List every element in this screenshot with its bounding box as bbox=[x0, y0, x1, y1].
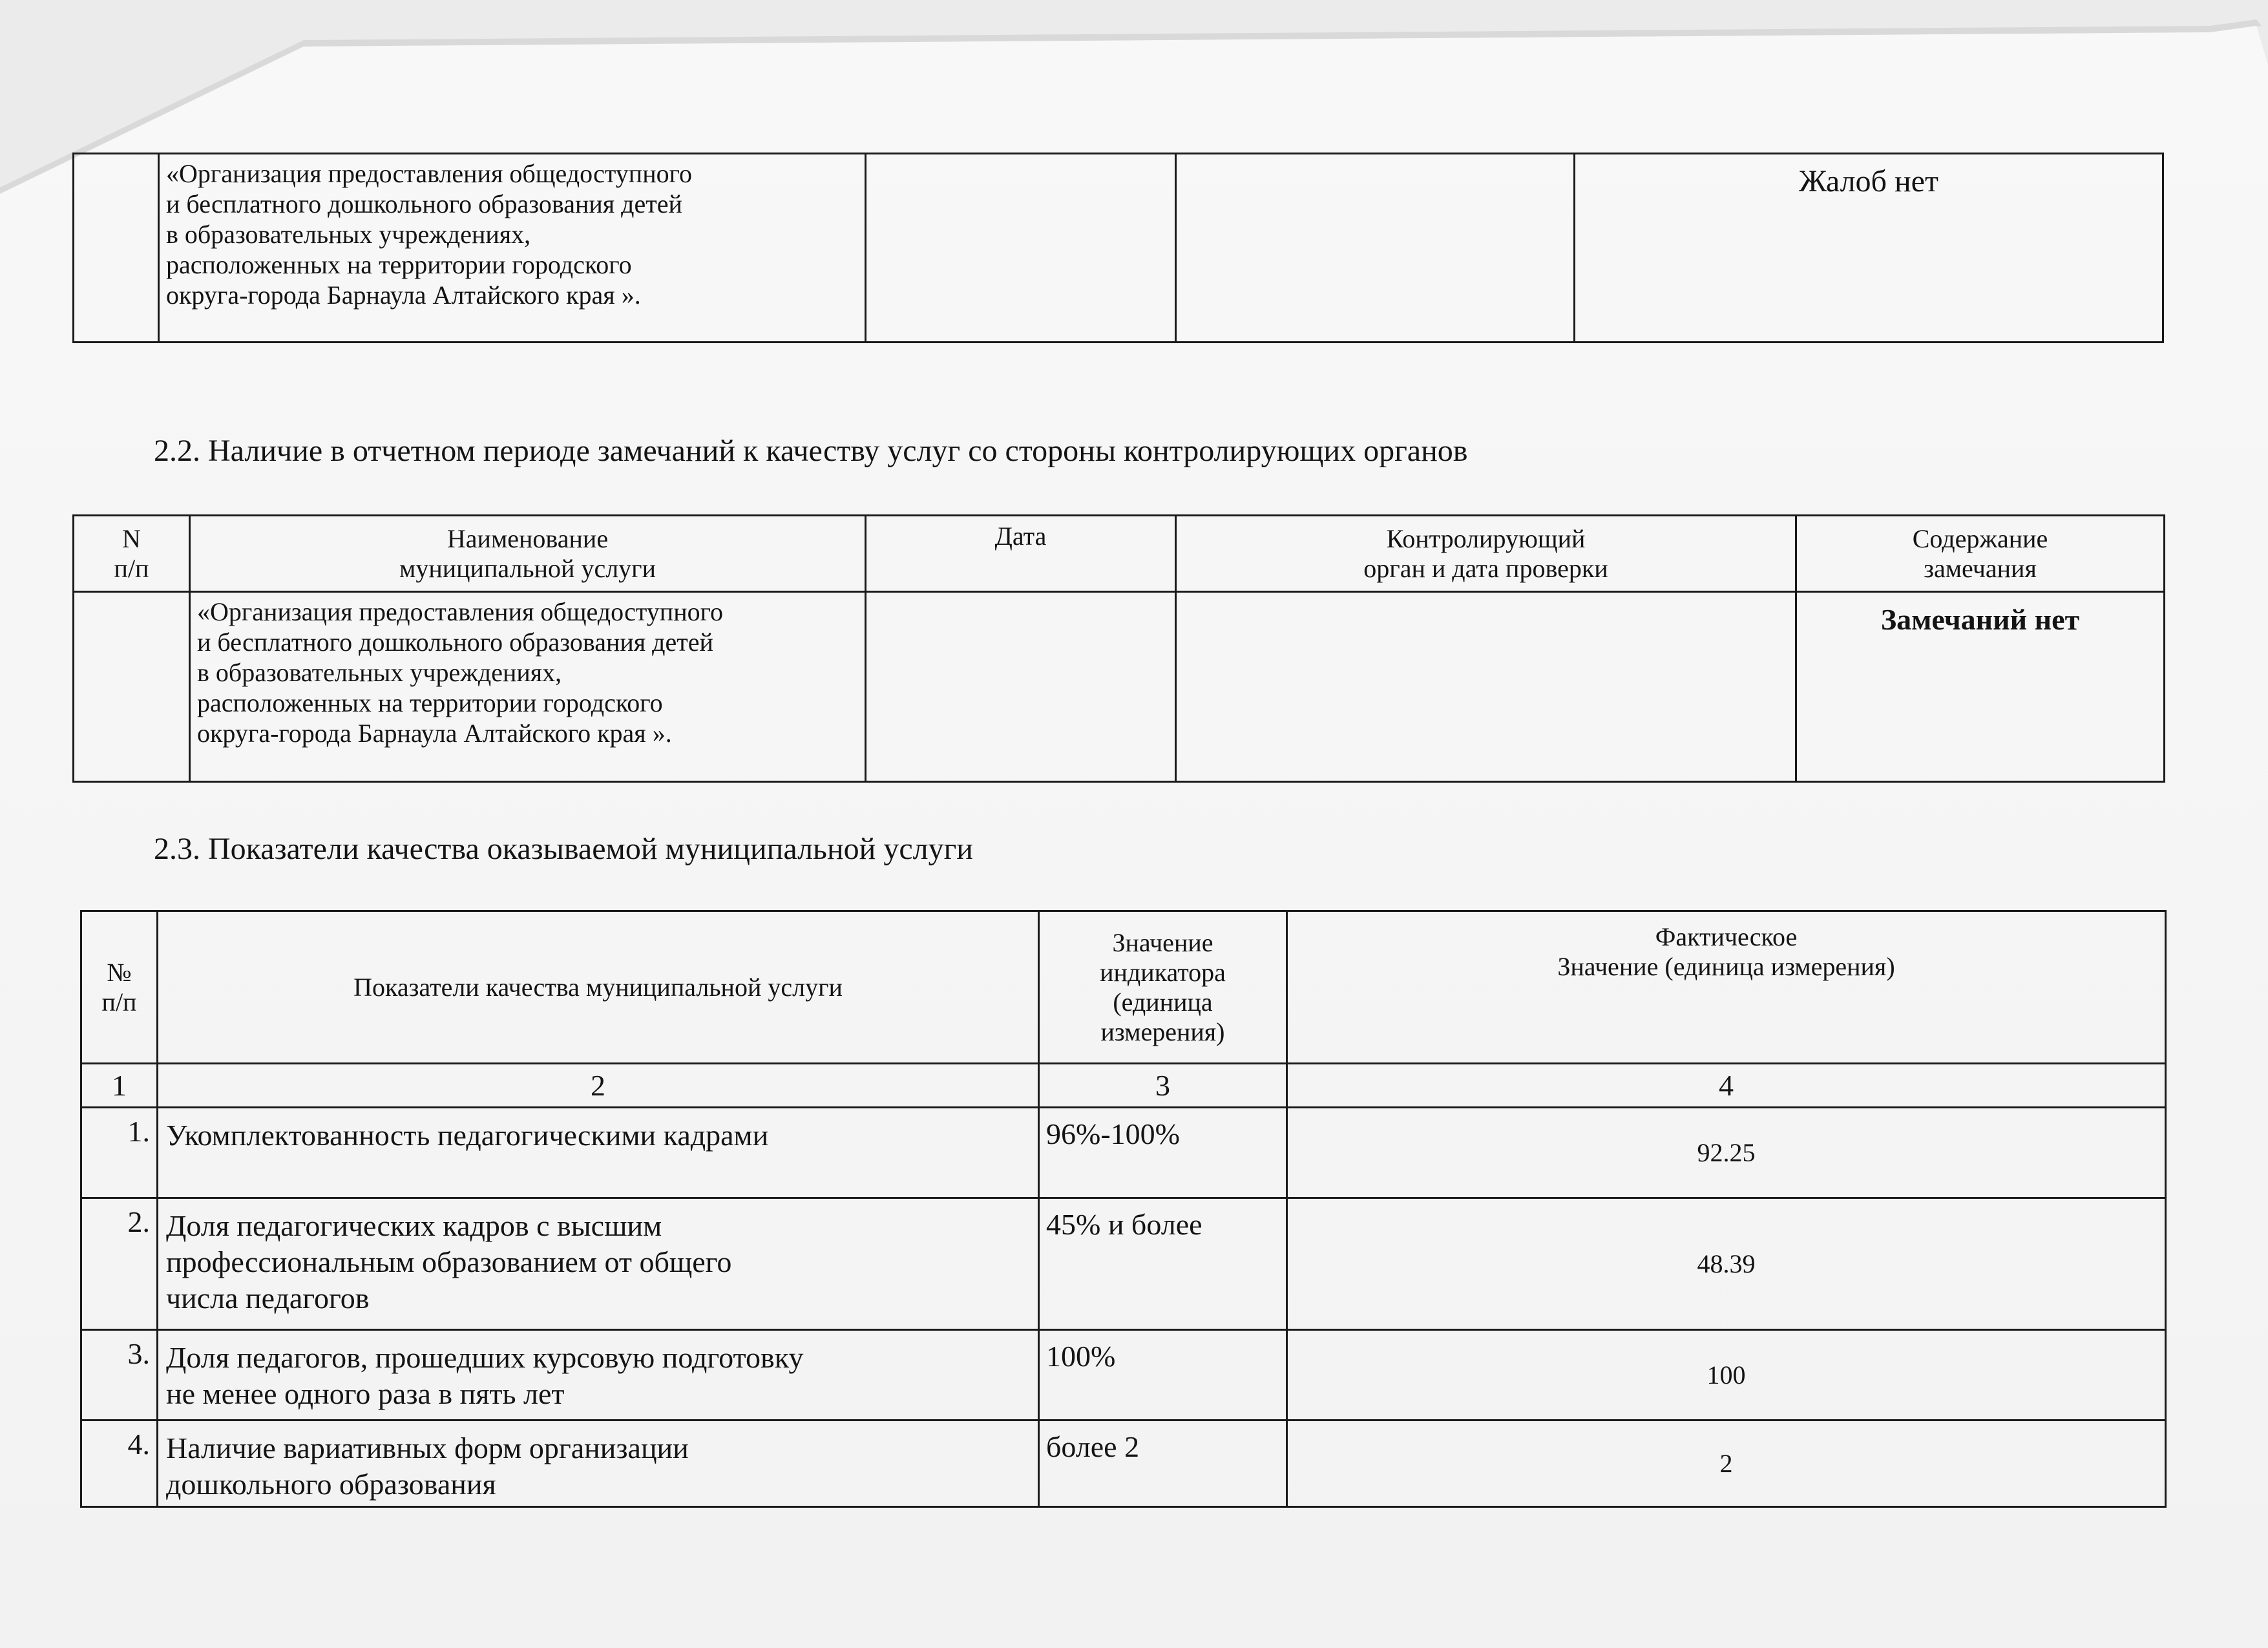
remarks-note: Замечаний нет bbox=[1796, 592, 2165, 782]
section-2-2-title: 2.2. Наличие в отчетном периоде замечаний к качеству услуг со стороны контролирующих органов bbox=[154, 434, 1468, 468]
column-number: 3 bbox=[1039, 1064, 1287, 1108]
row-number: 3. bbox=[81, 1330, 158, 1421]
target-value: 45% и более bbox=[1039, 1198, 1287, 1330]
table-row bbox=[81, 1108, 2166, 1198]
section-2-3-title: 2.3. Показатели качества оказываемой муниципальной услуги bbox=[154, 832, 973, 866]
indicator-cell: Доля педагогов, прошедших курсовую подготовку не менее одного раза в пять лет bbox=[158, 1330, 1039, 1421]
service-name-line: «Организация предоставления общедоступного bbox=[197, 597, 724, 626]
service-name-line: расположенных на территории городского bbox=[166, 250, 632, 279]
indicator-cell: Наличие вариативных форм организации дошкольного образования bbox=[158, 1421, 1039, 1507]
table-header-row bbox=[74, 516, 2165, 592]
service-name-cell bbox=[159, 154, 866, 343]
service-name-line: в образовательных учреждениях, bbox=[166, 220, 531, 249]
row-number: 2. bbox=[81, 1198, 158, 1330]
service-name-line: и бесплатного дошкольного образования детей bbox=[197, 628, 713, 657]
table-row bbox=[81, 1198, 2166, 1330]
target-value: 100% bbox=[1039, 1330, 1287, 1421]
row-number: 1. bbox=[81, 1108, 158, 1198]
authority-cell bbox=[1176, 592, 1796, 782]
header-indicator: Показатели качества муниципальной услуги bbox=[158, 911, 1039, 1064]
header-num: № п/п bbox=[81, 911, 158, 1064]
date-cell bbox=[866, 592, 1176, 782]
header-authority: Контролирующий орган и дата проверки bbox=[1176, 516, 1796, 592]
service-name-line: округа-города Барнаула Алтайского края ». bbox=[197, 719, 672, 748]
row-number: 4. bbox=[81, 1421, 158, 1507]
table-header-row bbox=[81, 911, 2166, 1064]
actual-value: 2 bbox=[1287, 1421, 2166, 1507]
column-number: 1 bbox=[81, 1064, 158, 1108]
column-number: 2 bbox=[158, 1064, 1039, 1108]
indicator-cell: Доля педагогических кадров с высшим профессиональным образованием от общего числа педагогов bbox=[158, 1198, 1039, 1330]
column-number: 4 bbox=[1287, 1064, 2166, 1108]
header-content: Содержание замечания bbox=[1796, 516, 2165, 592]
empty-cell bbox=[866, 154, 1176, 343]
service-name-cell bbox=[190, 592, 866, 782]
inspection-remarks-table bbox=[72, 514, 2165, 783]
header-target: Значение индикатора (единица измерения) bbox=[1039, 911, 1287, 1064]
complaints-note: Жалоб нет bbox=[1575, 154, 2163, 343]
row-number-cell bbox=[74, 592, 190, 782]
actual-value: 48.39 bbox=[1287, 1198, 2166, 1330]
indicator-cell: Укомплектованность педагогическими кадрами bbox=[158, 1108, 1039, 1198]
table-row bbox=[74, 592, 2165, 782]
header-date: Дата bbox=[866, 516, 1176, 592]
row-number-cell bbox=[74, 154, 159, 343]
table-row bbox=[81, 1330, 2166, 1421]
actual-value: 100 bbox=[1287, 1330, 2166, 1421]
service-name-line: «Организация предоставления общедоступного bbox=[166, 159, 693, 188]
service-name-line: расположенных на территории городского bbox=[197, 688, 663, 717]
service-name-line: и бесплатного дошкольного образования детей bbox=[166, 189, 682, 218]
header-actual: Фактическое Значение (единица измерения) bbox=[1287, 911, 2166, 1064]
target-value: более 2 bbox=[1039, 1421, 1287, 1507]
header-num: N п/п bbox=[74, 516, 190, 592]
empty-cell bbox=[1176, 154, 1575, 343]
table-row bbox=[81, 1421, 2166, 1507]
actual-value: 92.25 bbox=[1287, 1108, 2166, 1198]
table-row bbox=[74, 154, 2163, 343]
service-name-line: в образовательных учреждениях, bbox=[197, 658, 562, 687]
column-number-row bbox=[81, 1064, 2166, 1108]
header-service: Наименование муниципальной услуги bbox=[190, 516, 866, 592]
target-value: 96%-100% bbox=[1039, 1108, 1287, 1198]
complaints-table bbox=[72, 153, 2164, 343]
quality-indicators-table bbox=[80, 910, 2167, 1508]
service-name-line: округа-города Барнаула Алтайского края ». bbox=[166, 280, 641, 310]
